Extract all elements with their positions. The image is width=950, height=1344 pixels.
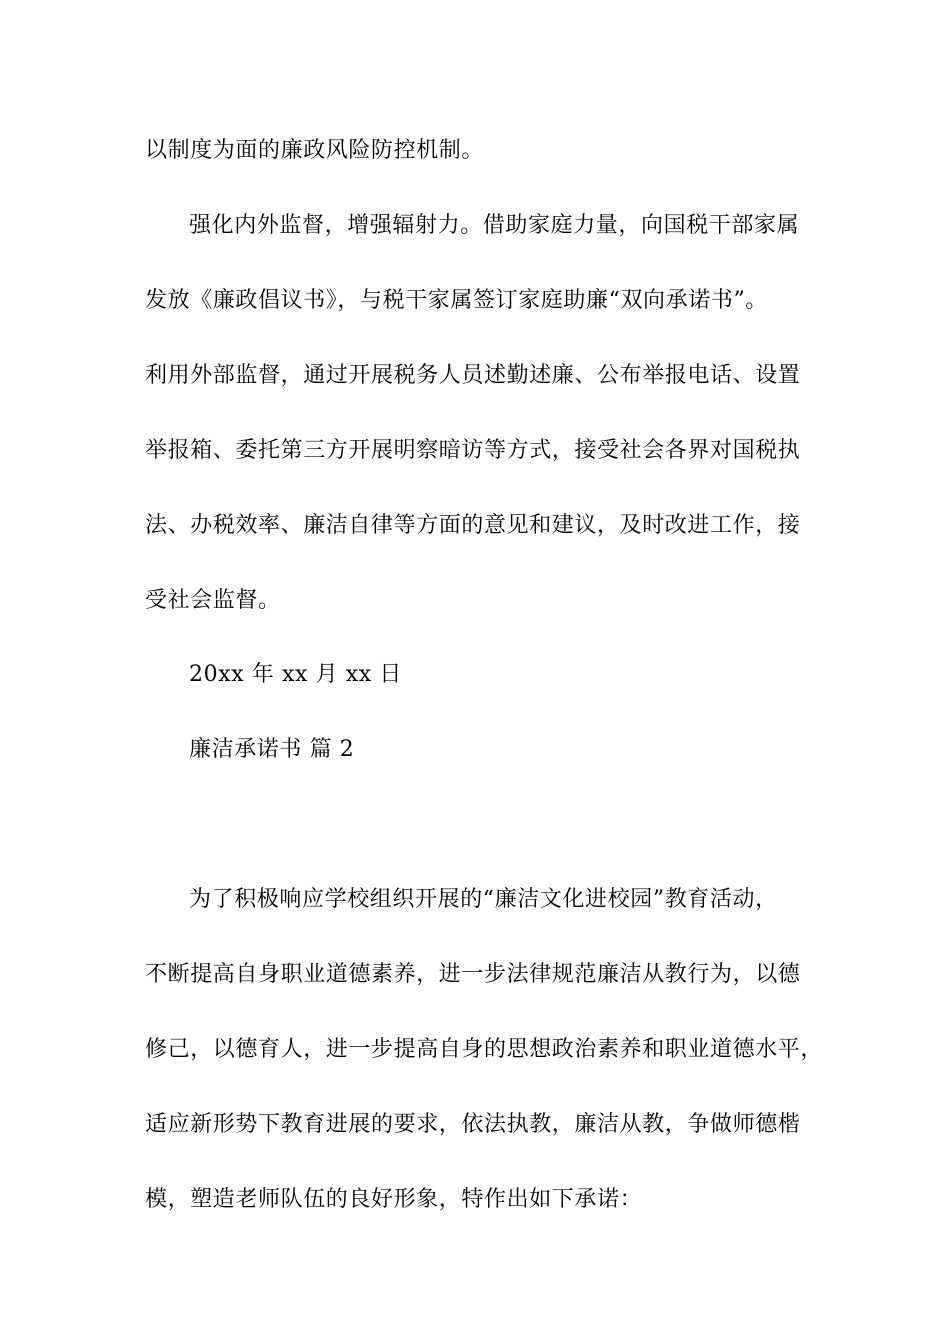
paragraph-line: 模，塑造老师队伍的良好形象，特作出如下承诺： bbox=[145, 1187, 643, 1212]
paragraph-line: 举报箱、委托第三方开展明察暗访等方式，接受社会各界对国税执 bbox=[145, 438, 801, 463]
paragraph-line: 利用外部监督，通过开展税务人员述勤述廉、公布举报电话、设置 bbox=[145, 363, 801, 388]
paragraph-line: 发放《廉政倡议书》，与税干家属签订家庭助廉“双向承诺书”。 bbox=[145, 288, 768, 313]
date-line: 20xx 年 xx 月 xx 日 bbox=[189, 662, 403, 687]
paragraph-line: 为了积极响应学校组织开展的“廉洁文化进校园”教育活动， bbox=[189, 887, 778, 912]
paragraph-line: 受社会监督。 bbox=[145, 588, 281, 613]
paragraph-line: 不断提高自身职业道德素养，进一步法律规范廉洁从教行为，以德 bbox=[145, 962, 801, 987]
paragraph-line: 强化内外监督，增强辐射力。借助家庭力量，向国税干部家属 bbox=[189, 213, 800, 238]
paragraph-line: 适应新形势下教育进展的要求，依法执教，廉洁从教，争做师德楷 bbox=[145, 1112, 801, 1137]
paragraph-line: 以制度为面的廉政风险防控机制。 bbox=[145, 138, 485, 163]
section-heading: 廉洁承诺书 篇 2 bbox=[189, 737, 355, 762]
paragraph-line: 法、办税效率、廉洁自律等方面的意见和建议，及时改进工作，接 bbox=[145, 513, 801, 538]
paragraph-line: 修己，以德育人，进一步提高自身的思想政治素养和职业道德水平， bbox=[145, 1037, 824, 1062]
